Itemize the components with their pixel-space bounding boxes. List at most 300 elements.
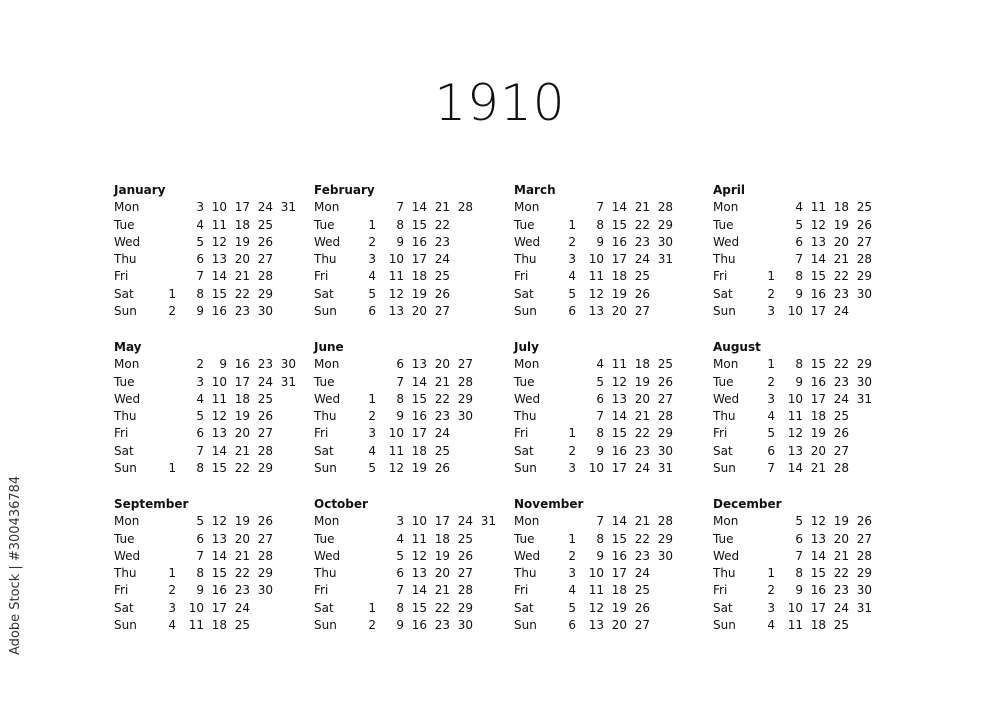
weekday-label: Sun (514, 461, 537, 476)
weekday-label: Mon (114, 514, 140, 529)
date-cell: 14 (211, 548, 227, 563)
weekday-label: Tue (713, 374, 734, 389)
date-cell: 9 (795, 374, 803, 389)
week-day-row (114, 617, 314, 634)
weekday-label: Thu (514, 252, 537, 267)
weekday-label: Mon (314, 200, 340, 215)
weekday-label: Sat (713, 286, 733, 301)
weekday-label: Tue (514, 531, 535, 546)
weekday-label: Fri (114, 583, 129, 598)
date-cell: 30 (657, 443, 673, 458)
date-cell: 7 (795, 548, 803, 563)
week-day-row (314, 460, 514, 477)
weekday-label: Tue (314, 374, 335, 389)
date-cell: 25 (634, 269, 650, 284)
date-cell: 2 (568, 234, 576, 249)
date-cell: 16 (211, 304, 227, 319)
week-day-row (514, 565, 714, 582)
date-cell: 25 (434, 269, 450, 284)
date-cell: 22 (833, 566, 849, 581)
week-day-row (114, 374, 314, 391)
date-cell: 29 (257, 566, 273, 581)
date-cell: 17 (611, 461, 627, 476)
week-day-row (514, 531, 714, 548)
date-cell: 12 (787, 426, 803, 441)
date-cell: 2 (568, 443, 576, 458)
date-cell: 6 (396, 566, 404, 581)
date-cell: 10 (388, 426, 404, 441)
weekday-label: Sat (514, 286, 534, 301)
week-day-row (713, 513, 913, 530)
week-day-row (713, 617, 913, 634)
weekday-label: Thu (314, 252, 337, 267)
week-day-row (314, 391, 514, 408)
week-day-row (514, 303, 714, 320)
date-cell: 16 (810, 286, 826, 301)
date-cell: 13 (810, 531, 826, 546)
week-day-row (314, 565, 514, 582)
weekday-label: Sat (514, 443, 534, 458)
week-day-row (114, 443, 314, 460)
date-cell: 26 (634, 600, 650, 615)
weekday-label: Tue (514, 217, 535, 232)
week-day-row (514, 548, 714, 565)
weekday-label: Fri (314, 426, 329, 441)
week-day-row (314, 303, 514, 320)
weekday-label: Mon (713, 514, 739, 529)
date-cell: 12 (411, 548, 427, 563)
date-cell: 28 (856, 252, 872, 267)
date-cell: 15 (411, 391, 427, 406)
date-cell: 16 (411, 409, 427, 424)
date-cell: 18 (211, 618, 227, 633)
date-cell: 5 (196, 234, 204, 249)
date-cell: 28 (457, 583, 473, 598)
week-day-row (713, 408, 913, 425)
month-name: May (114, 340, 142, 354)
week-day-row (114, 531, 314, 548)
date-cell: 2 (767, 583, 775, 598)
date-cell: 15 (211, 461, 227, 476)
weekday-label: Wed (713, 234, 740, 249)
date-cell: 4 (368, 269, 376, 284)
date-cell: 4 (196, 217, 204, 232)
date-cell: 8 (596, 217, 604, 232)
date-cell: 4 (767, 618, 775, 633)
weekday-label: Sun (514, 304, 537, 319)
week-day-row (713, 234, 913, 251)
date-cell: 25 (234, 618, 250, 633)
date-cell: 22 (434, 391, 450, 406)
date-cell: 5 (596, 374, 604, 389)
date-cell: 28 (257, 443, 273, 458)
week-day-row (514, 251, 714, 268)
date-cell: 20 (611, 304, 627, 319)
date-cell: 18 (434, 531, 450, 546)
date-cell: 27 (833, 443, 849, 458)
date-cell: 26 (434, 461, 450, 476)
date-cell: 18 (411, 443, 427, 458)
week-day-row (314, 617, 514, 634)
date-cell: 10 (211, 374, 227, 389)
date-cell: 17 (611, 252, 627, 267)
date-cell: 8 (596, 531, 604, 546)
date-cell: 25 (657, 357, 673, 372)
month-name: June (314, 340, 344, 354)
date-cell: 14 (411, 583, 427, 598)
date-cell: 5 (795, 514, 803, 529)
weekday-label: Tue (114, 374, 135, 389)
weekday-label: Wed (314, 234, 341, 249)
date-cell: 25 (257, 217, 273, 232)
week-day-row (314, 408, 514, 425)
date-cell: 18 (810, 409, 826, 424)
date-cell: 7 (396, 200, 404, 215)
date-cell: 10 (588, 252, 604, 267)
week-day-row (114, 286, 314, 303)
date-cell: 20 (833, 234, 849, 249)
weekday-label: Fri (713, 269, 728, 284)
date-cell: 1 (368, 217, 376, 232)
date-cell: 13 (411, 566, 427, 581)
date-cell: 5 (196, 409, 204, 424)
date-cell: 14 (411, 200, 427, 215)
date-cell: 9 (396, 618, 404, 633)
weekday-label: Tue (114, 531, 135, 546)
date-cell: 4 (767, 409, 775, 424)
month-block-july (514, 339, 714, 477)
week-day-row (314, 286, 514, 303)
month-block-june (314, 339, 514, 477)
date-cell: 11 (188, 618, 204, 633)
weekday-label: Wed (514, 391, 541, 406)
date-cell: 5 (795, 217, 803, 232)
date-cell: 3 (767, 600, 775, 615)
date-cell: 6 (596, 391, 604, 406)
week-day-row (514, 374, 714, 391)
week-day-row (114, 251, 314, 268)
date-cell: 31 (280, 200, 296, 215)
date-cell: 26 (856, 514, 872, 529)
weekday-label: Sun (314, 304, 337, 319)
weekday-label: Thu (514, 566, 537, 581)
date-cell: 12 (211, 409, 227, 424)
date-cell: 23 (634, 234, 650, 249)
date-cell: 29 (257, 286, 273, 301)
week-day-row (713, 268, 913, 285)
date-cell: 8 (596, 426, 604, 441)
date-cell: 21 (634, 514, 650, 529)
weekday-label: Sun (713, 618, 736, 633)
page-title: 1910 (434, 74, 566, 132)
week-day-row (314, 217, 514, 234)
weekday-label: Sat (314, 443, 334, 458)
date-cell: 14 (411, 374, 427, 389)
date-cell: 9 (196, 304, 204, 319)
date-cell: 31 (657, 461, 673, 476)
date-cell: 1 (568, 217, 576, 232)
date-cell: 28 (856, 548, 872, 563)
date-cell: 30 (856, 583, 872, 598)
date-cell: 10 (388, 252, 404, 267)
week-day-row (514, 408, 714, 425)
date-cell: 6 (568, 618, 576, 633)
weekday-label: Mon (314, 514, 340, 529)
date-cell: 25 (833, 618, 849, 633)
date-cell: 11 (588, 269, 604, 284)
week-day-row (713, 217, 913, 234)
date-cell: 4 (568, 269, 576, 284)
weekday-label: Wed (114, 391, 141, 406)
date-cell: 3 (568, 566, 576, 581)
week-day-row (114, 391, 314, 408)
date-cell: 27 (457, 357, 473, 372)
week-day-row (114, 268, 314, 285)
month-block-october (314, 496, 514, 634)
date-cell: 30 (657, 548, 673, 563)
stock-watermark-label: Adobe Stock | #300436784 (8, 475, 23, 655)
date-cell: 30 (257, 583, 273, 598)
date-cell: 31 (856, 391, 872, 406)
date-cell: 28 (833, 461, 849, 476)
date-cell: 27 (257, 252, 273, 267)
date-cell: 19 (634, 374, 650, 389)
date-cell: 13 (810, 234, 826, 249)
date-cell: 20 (833, 531, 849, 546)
date-cell: 24 (434, 426, 450, 441)
week-day-row (713, 582, 913, 599)
week-day-row (514, 268, 714, 285)
weekday-label: Fri (114, 269, 129, 284)
date-cell: 15 (211, 286, 227, 301)
week-day-row (314, 513, 514, 530)
date-cell: 28 (657, 409, 673, 424)
week-day-row (713, 356, 913, 373)
week-day-row (114, 217, 314, 234)
date-cell: 3 (196, 374, 204, 389)
date-cell: 18 (611, 269, 627, 284)
date-cell: 22 (634, 217, 650, 232)
date-cell: 7 (196, 443, 204, 458)
weekday-label: Sun (514, 618, 537, 633)
date-cell: 2 (767, 286, 775, 301)
month-block-december (713, 496, 913, 634)
date-cell: 14 (611, 514, 627, 529)
date-cell: 11 (211, 217, 227, 232)
date-cell: 15 (810, 357, 826, 372)
weekday-label: Fri (514, 583, 529, 598)
date-cell: 21 (234, 548, 250, 563)
date-cell: 18 (234, 217, 250, 232)
date-cell: 17 (411, 426, 427, 441)
date-cell: 7 (396, 374, 404, 389)
date-cell: 21 (434, 583, 450, 598)
weekday-label: Thu (514, 409, 537, 424)
month-block-february (314, 182, 514, 320)
date-cell: 28 (657, 514, 673, 529)
week-day-row (514, 582, 714, 599)
week-day-row (114, 199, 314, 216)
date-cell: 23 (234, 304, 250, 319)
date-cell: 9 (596, 548, 604, 563)
date-cell: 24 (634, 566, 650, 581)
weekday-label: Tue (713, 217, 734, 232)
date-cell: 15 (411, 217, 427, 232)
date-cell: 5 (196, 514, 204, 529)
date-cell: 19 (611, 600, 627, 615)
date-cell: 7 (596, 200, 604, 215)
date-cell: 7 (596, 409, 604, 424)
weekday-label: Fri (713, 426, 728, 441)
week-day-row (314, 600, 514, 617)
date-cell: 7 (596, 514, 604, 529)
date-cell: 6 (795, 234, 803, 249)
weekday-label: Thu (314, 566, 337, 581)
weekday-label: Thu (314, 409, 337, 424)
date-cell: 8 (795, 269, 803, 284)
date-cell: 4 (568, 583, 576, 598)
month-name: July (514, 340, 539, 354)
date-cell: 28 (257, 548, 273, 563)
date-cell: 15 (810, 566, 826, 581)
date-cell: 11 (211, 391, 227, 406)
week-day-row (314, 251, 514, 268)
date-cell: 28 (657, 200, 673, 215)
week-day-row (514, 617, 714, 634)
date-cell: 24 (434, 252, 450, 267)
date-cell: 18 (411, 269, 427, 284)
month-block-august (713, 339, 913, 477)
date-cell: 2 (168, 304, 176, 319)
date-cell: 9 (396, 409, 404, 424)
date-cell: 27 (856, 531, 872, 546)
date-cell: 4 (396, 531, 404, 546)
date-cell: 2 (568, 548, 576, 563)
date-cell: 1 (168, 461, 176, 476)
date-cell: 8 (795, 566, 803, 581)
date-cell: 22 (634, 426, 650, 441)
date-cell: 6 (767, 443, 775, 458)
weekday-label: Wed (314, 548, 341, 563)
date-cell: 12 (211, 514, 227, 529)
week-day-row (114, 303, 314, 320)
weekday-label: Thu (114, 566, 137, 581)
date-cell: 25 (634, 583, 650, 598)
date-cell: 26 (457, 548, 473, 563)
date-cell: 11 (411, 531, 427, 546)
weekday-label: Sat (314, 286, 334, 301)
week-day-row (514, 600, 714, 617)
date-cell: 3 (767, 304, 775, 319)
date-cell: 27 (257, 426, 273, 441)
date-cell: 22 (434, 600, 450, 615)
date-cell: 3 (396, 514, 404, 529)
date-cell: 26 (434, 286, 450, 301)
date-cell: 5 (568, 286, 576, 301)
date-cell: 8 (795, 357, 803, 372)
date-cell: 16 (611, 234, 627, 249)
date-cell: 11 (787, 409, 803, 424)
weekday-label: Wed (514, 234, 541, 249)
date-cell: 1 (168, 286, 176, 301)
date-cell: 14 (211, 443, 227, 458)
date-cell: 17 (234, 200, 250, 215)
date-cell: 19 (833, 217, 849, 232)
weekday-label: Sat (114, 443, 134, 458)
date-cell: 12 (588, 286, 604, 301)
week-day-row (713, 548, 913, 565)
month-name: December (713, 497, 782, 511)
week-day-row (314, 356, 514, 373)
date-cell: 3 (568, 252, 576, 267)
date-cell: 28 (457, 200, 473, 215)
date-cell: 7 (196, 548, 204, 563)
date-cell: 23 (833, 583, 849, 598)
weekday-label: Wed (713, 391, 740, 406)
date-cell: 16 (810, 374, 826, 389)
date-cell: 3 (368, 252, 376, 267)
weekday-label: Thu (713, 566, 736, 581)
date-cell: 12 (611, 374, 627, 389)
date-cell: 5 (368, 286, 376, 301)
date-cell: 2 (368, 618, 376, 633)
weekday-label: Wed (713, 548, 740, 563)
date-cell: 31 (657, 252, 673, 267)
month-name: September (114, 497, 189, 511)
week-day-row (514, 443, 714, 460)
date-cell: 13 (787, 443, 803, 458)
date-cell: 22 (634, 531, 650, 546)
date-cell: 25 (833, 409, 849, 424)
date-cell: 14 (211, 269, 227, 284)
weekday-label: Sun (314, 618, 337, 633)
date-cell: 24 (457, 514, 473, 529)
weekday-label: Tue (114, 217, 135, 232)
week-day-row (114, 513, 314, 530)
weekday-label: Sat (713, 600, 733, 615)
date-cell: 25 (434, 443, 450, 458)
date-cell: 1 (168, 566, 176, 581)
week-day-row (114, 356, 314, 373)
weekday-label: Mon (314, 357, 340, 372)
date-cell: 1 (767, 357, 775, 372)
date-cell: 7 (196, 269, 204, 284)
weekday-label: Mon (514, 200, 540, 215)
date-cell: 3 (196, 200, 204, 215)
date-cell: 23 (833, 286, 849, 301)
date-cell: 27 (634, 618, 650, 633)
date-cell: 20 (234, 252, 250, 267)
week-day-row (713, 199, 913, 216)
week-day-row (314, 425, 514, 442)
week-day-row (314, 443, 514, 460)
date-cell: 15 (810, 269, 826, 284)
date-cell: 6 (368, 304, 376, 319)
date-cell: 26 (257, 514, 273, 529)
date-cell: 20 (634, 391, 650, 406)
date-cell: 9 (219, 357, 227, 372)
date-cell: 29 (457, 391, 473, 406)
date-cell: 21 (833, 252, 849, 267)
date-cell: 9 (596, 443, 604, 458)
date-cell: 11 (388, 269, 404, 284)
date-cell: 15 (611, 531, 627, 546)
date-cell: 21 (634, 409, 650, 424)
date-cell: 15 (611, 426, 627, 441)
date-cell: 23 (234, 583, 250, 598)
date-cell: 14 (611, 200, 627, 215)
date-cell: 19 (810, 426, 826, 441)
